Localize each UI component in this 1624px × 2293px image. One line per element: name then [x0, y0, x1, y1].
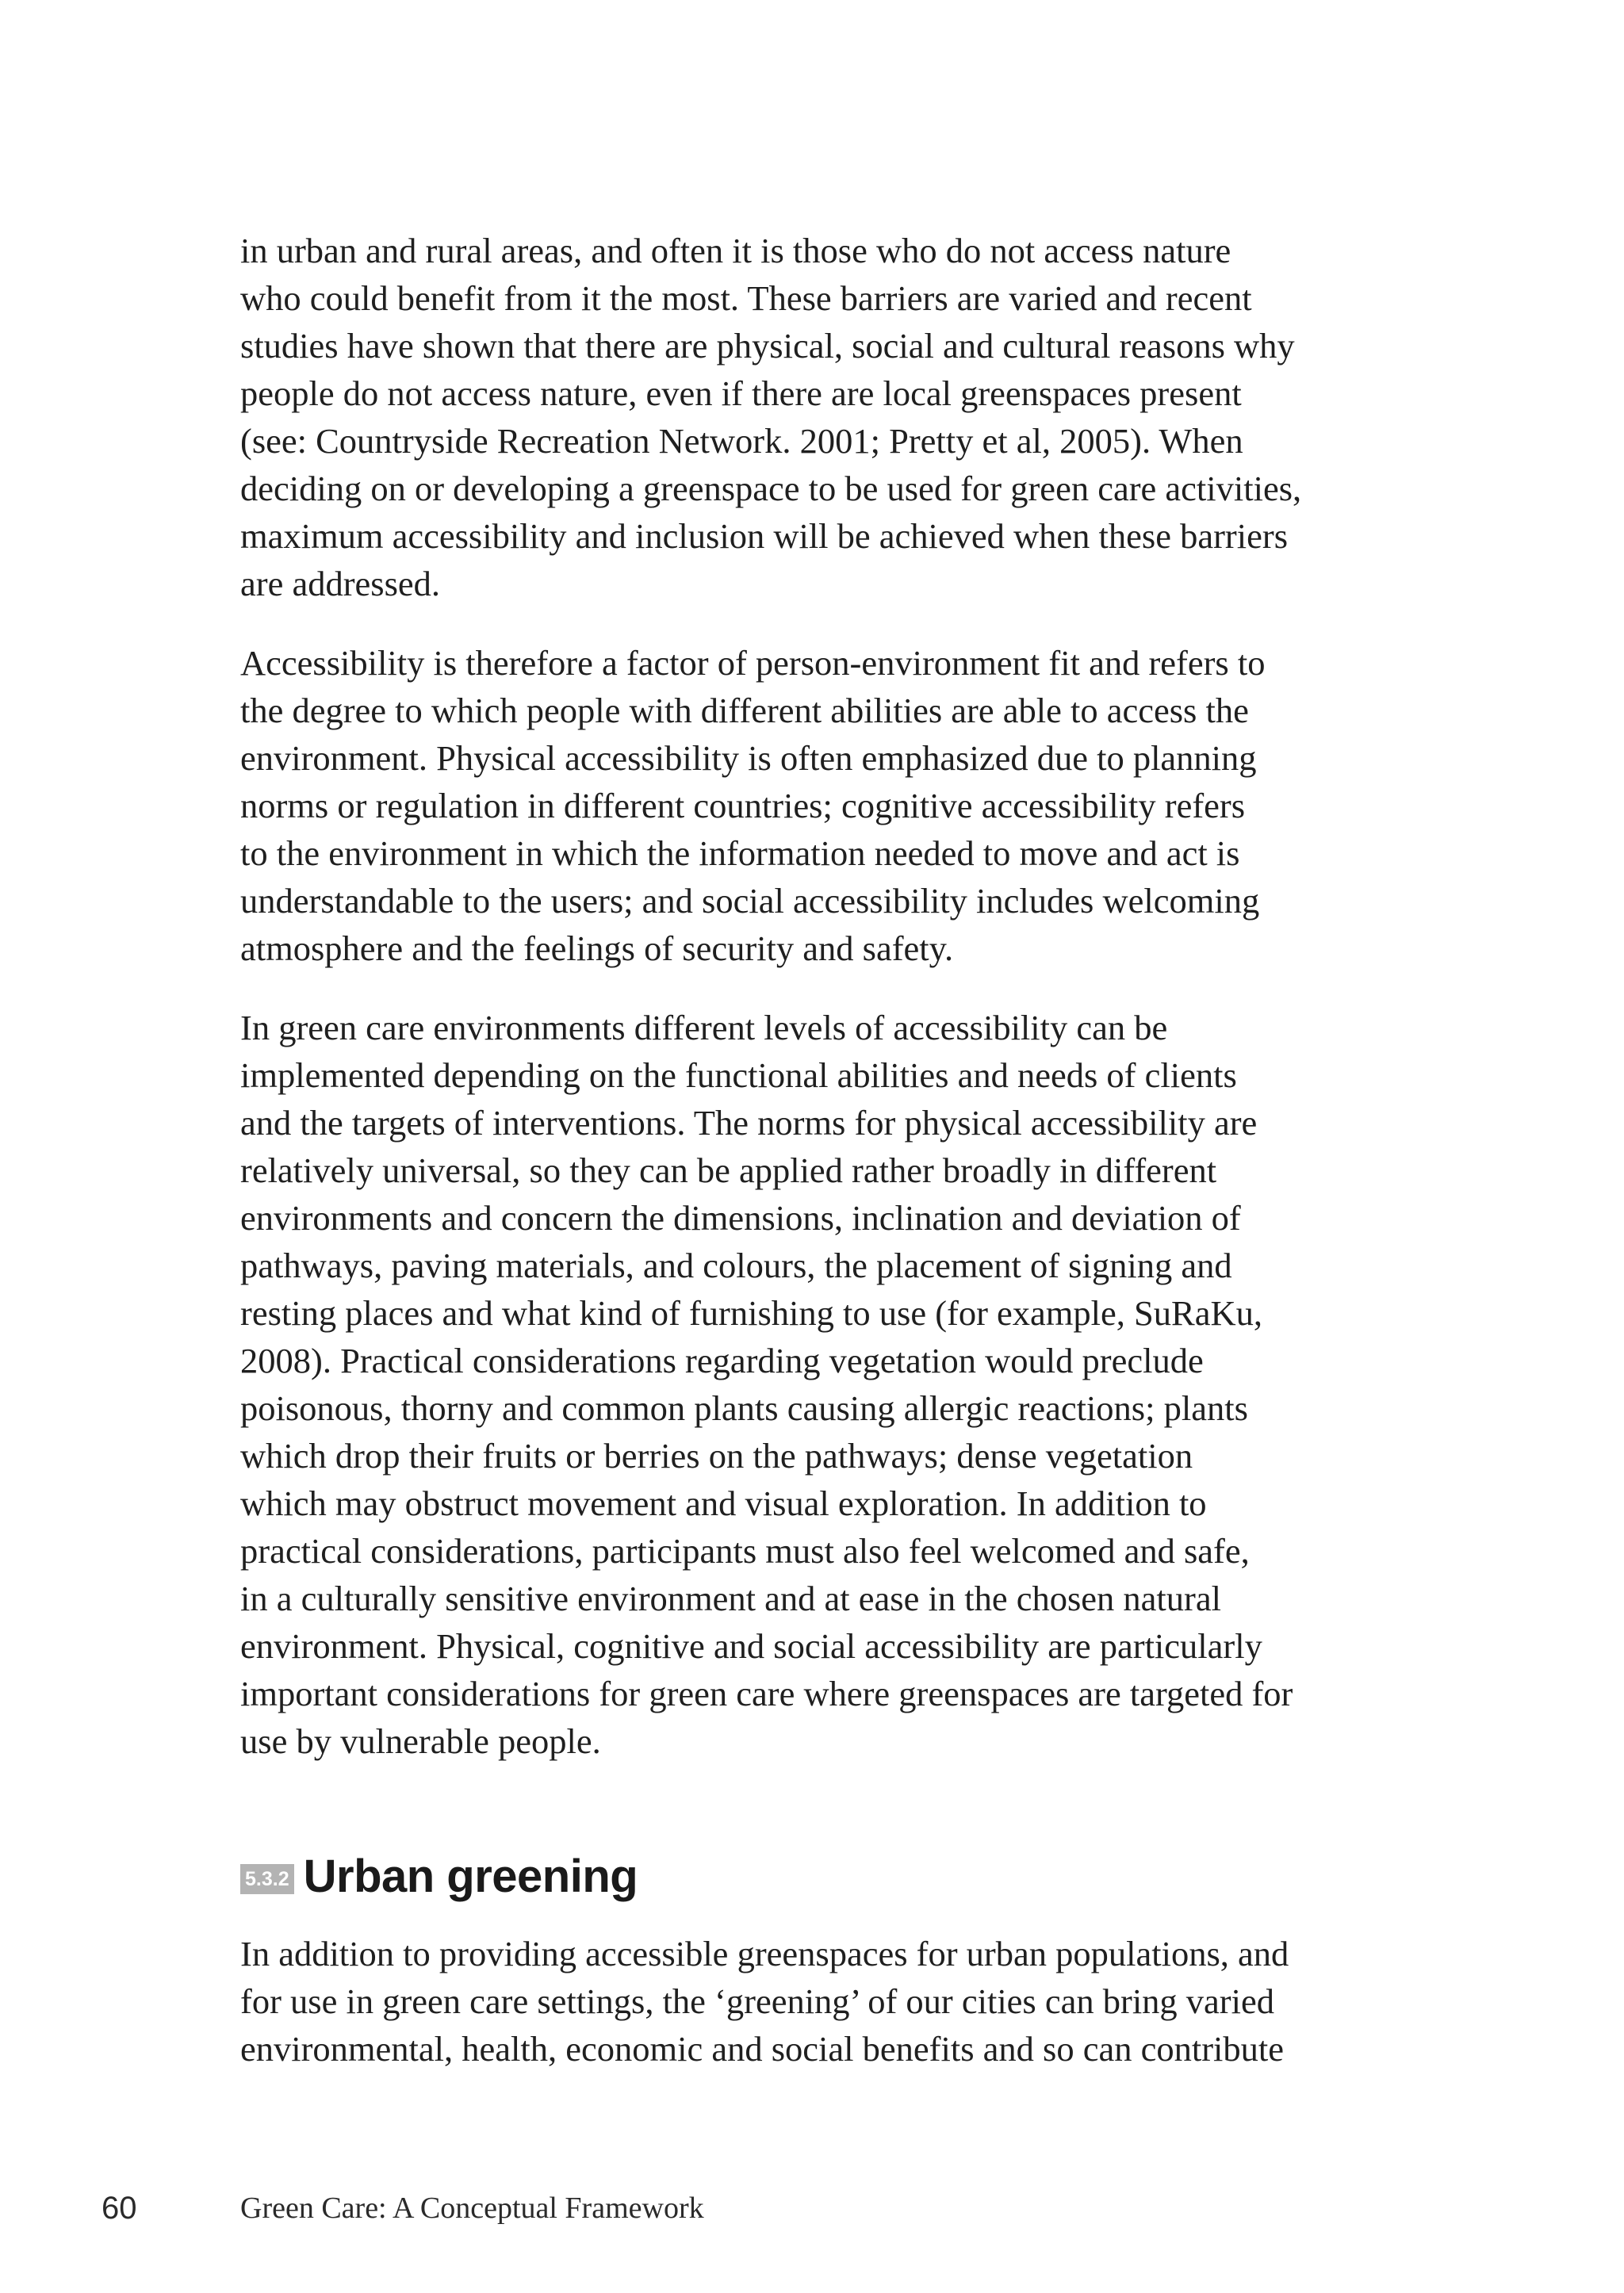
text-line: environment. Physical accessibility is often emphasized due to planning: [240, 738, 1257, 778]
running-footer-title: Green Care: A Conceptual Framework: [240, 2192, 704, 2225]
main-text-column: [240, 227, 1390, 1797]
paragraph-urban-greening: [240, 1930, 1390, 2073]
section-heading: [240, 1844, 638, 1908]
text-line: 2008). Practical considerations regarding vegetation would preclude: [240, 1341, 1204, 1380]
text-line: which may obstruct movement and visual exploration. In addition to: [240, 1483, 1207, 1523]
text-line: use by vulnerable people.: [240, 1721, 601, 1761]
text-line: and the targets of interventions. The norms for physical accessibility are: [240, 1103, 1258, 1143]
page-number: 60: [102, 2191, 137, 2226]
text-line: are addressed.: [240, 564, 441, 603]
section-title: Urban greening: [303, 1850, 638, 1902]
paragraph-barriers: [240, 227, 1390, 607]
text-line: for use in green care settings, the ‘greening’ of our cities can bring varied: [240, 1981, 1274, 2021]
text-line: resting places and what kind of furnishing to use (for example, SuRaKu,: [240, 1293, 1262, 1333]
text-line: relatively universal, so they can be applied rather broadly in different: [240, 1150, 1217, 1190]
text-line: maximum accessibility and inclusion will be achieved when these barriers: [240, 516, 1289, 556]
section-number-badge: 5.3.2: [240, 1864, 294, 1894]
text-line: important considerations for green care where greenspaces are targeted for: [240, 1674, 1293, 1713]
text-line: in urban and rural areas, and often it is those who do not access nature: [240, 231, 1231, 270]
text-line: deciding on or developing a greenspace to be used for green care activities,: [240, 469, 1302, 508]
text-line: in a culturally sensitive environment and at ease in the chosen natural: [240, 1579, 1221, 1618]
section-text-column: [240, 1930, 1390, 2104]
paragraph-green-care-environments: [240, 1004, 1390, 1765]
text-line: which drop their fruits or berries on the pathways; dense vegetation: [240, 1436, 1193, 1476]
text-line: norms or regulation in different countries; cognitive accessibility refers: [240, 786, 1246, 825]
text-line: Accessibility is therefore a factor of person-environment fit and refers to: [240, 643, 1266, 683]
text-line: poisonous, thorny and common plants causing allergic reactions; plants: [240, 1388, 1248, 1428]
text-line: environments and concern the dimensions, inclination and deviation of: [240, 1198, 1241, 1238]
text-line: understandable to the users; and social accessibility includes welcoming: [240, 881, 1260, 921]
text-line: studies have shown that there are physical, social and cultural reasons why: [240, 326, 1295, 366]
text-line: In addition to providing accessible greenspaces for urban populations, and: [240, 1934, 1289, 1973]
paragraph-accessibility: [240, 639, 1390, 972]
text-line: the degree to which people with different abilities are able to access the: [240, 691, 1249, 730]
text-line: implemented depending on the functional abilities and needs of clients: [240, 1055, 1237, 1095]
text-line: pathways, paving materials, and colours, the placement of signing and: [240, 1246, 1232, 1285]
text-line: atmosphere and the feelings of security and safety.: [240, 928, 954, 968]
text-line: who could benefit from it the most. These barriers are varied and recent: [240, 278, 1252, 318]
text-line: practical considerations, participants must also feel welcomed and safe,: [240, 1531, 1250, 1571]
text-line: environmental, health, economic and social benefits and so can contribute: [240, 2029, 1285, 2069]
text-line: to the environment in which the information needed to move and act is: [240, 833, 1240, 873]
text-line: people do not access nature, even if there are local greenspaces present: [240, 373, 1242, 413]
text-line: (see: Countryside Recreation Network. 2001; Pretty et al, 2005). When: [240, 421, 1243, 461]
text-line: In green care environments different levels of accessibility can be: [240, 1008, 1168, 1047]
text-line: environment. Physical, cognitive and social accessibility are particularly: [240, 1626, 1262, 1666]
